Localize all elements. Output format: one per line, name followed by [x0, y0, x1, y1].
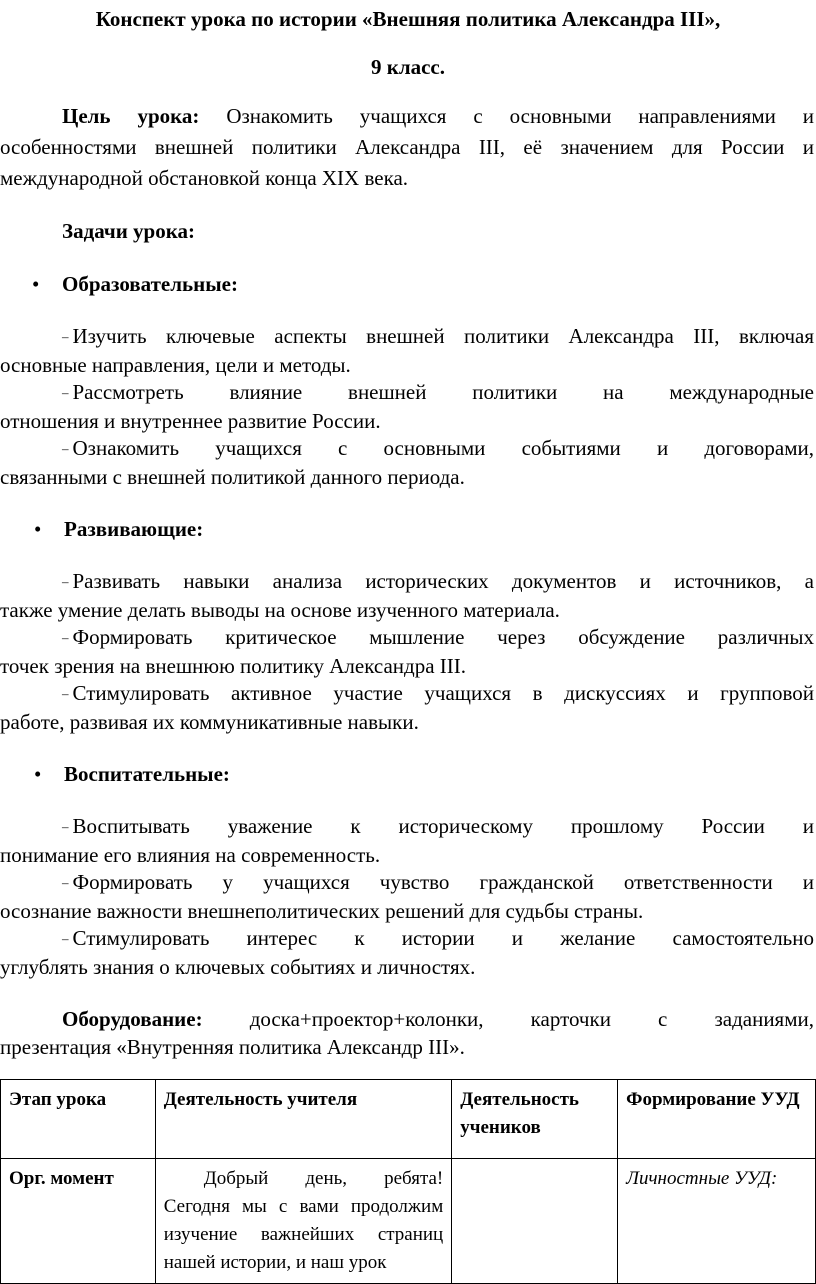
task-item: [0, 378, 814, 435]
goal-paragraph: [0, 101, 814, 194]
task-line: Рассмотреть влияние внешней политики на международные: [72, 380, 814, 404]
dash-icon: –: [62, 931, 69, 946]
goal-line-1: Ознакомить учащихся с основными направлениями и: [226, 104, 814, 128]
cell-students: [452, 1159, 618, 1284]
task-line: Ознакомить учащихся с основными событиями и договорами,: [72, 436, 814, 460]
task-line: Воспитывать уважение к историческому прошлому России и: [72, 814, 814, 838]
dash-icon: –: [62, 441, 69, 456]
table-header-row: [1, 1080, 816, 1159]
goal-line-3: международной обстановкой конца XIX века.: [0, 166, 409, 190]
task-item: [0, 567, 814, 624]
cell-stage: Орг. момент: [1, 1159, 156, 1284]
title-line-1: Конспект урока по истории «Внешняя политика Александра III»,: [95, 7, 721, 31]
task-item: [0, 322, 814, 379]
task-line: Стимулировать интерес к истории и желание самостоятельно: [72, 926, 814, 950]
section-developing: [34, 517, 204, 541]
section-title: Образовательные:: [62, 272, 238, 296]
bullet-icon: •: [34, 517, 42, 541]
dash-icon: –: [62, 875, 69, 890]
equipment-line-1: доска+проектор+колонки, карточки с заданиями,: [249, 1007, 814, 1031]
bullet-icon: •: [32, 272, 40, 296]
tasks-heading: Задачи урока:: [62, 219, 196, 243]
bullet-icon: •: [34, 762, 42, 786]
title-line-2: 9 класс.: [370, 55, 446, 79]
task-line: связанными с внешней политикой данного периода.: [0, 465, 465, 489]
goal-line-2: особенностями внешней политики Александра III, её значением для России и: [0, 135, 814, 159]
task-item: [0, 434, 814, 491]
task-line: Стимулировать активное участие учащихся в дискуссиях и групповой: [72, 681, 814, 705]
task-item: [0, 812, 814, 869]
header-uud: Формирование УУД: [618, 1080, 816, 1159]
header-students: Деятельность учеников: [452, 1080, 618, 1159]
task-line: также умение делать выводы на основе изученного материала.: [0, 598, 560, 622]
dash-icon: –: [62, 630, 69, 645]
equipment-line-2: презентация «Внутренняя политика Александр III».: [0, 1035, 465, 1059]
task-line: точек зрения на внешнюю политику Александра III.: [0, 654, 467, 678]
table-row: [1, 1159, 816, 1284]
task-item: [0, 924, 814, 981]
cell-uud: Личностные УУД:: [618, 1159, 816, 1284]
lesson-table: [0, 1079, 816, 1284]
task-line: осознание важности внешнеполитических решений для судьбы страны.: [0, 899, 644, 923]
section-upbringing: [34, 762, 230, 786]
section-title: Воспитательные:: [64, 762, 230, 786]
dash-icon: –: [62, 819, 69, 834]
section-title: Развивающие:: [64, 517, 204, 541]
task-item: [0, 868, 814, 925]
equipment-paragraph: [0, 1005, 814, 1061]
section-educational: [32, 272, 238, 296]
dash-icon: –: [62, 329, 69, 344]
task-line: понимание его влияния на современность.: [0, 843, 381, 867]
dash-icon: –: [62, 686, 69, 701]
header-teacher: Деятельность учителя: [155, 1080, 451, 1159]
cell-teacher: Добрый день, ребята! Сегодня мы с вами продолжим изучение важнейших страниц нашей истории, и наш урок: [155, 1159, 451, 1284]
dash-icon: –: [62, 385, 69, 400]
task-line: работе, развивая их коммуникативные навыки.: [0, 710, 419, 734]
header-stage: Этап урока: [1, 1080, 156, 1159]
task-line: углублять знания о ключевых событиях и личностях.: [0, 955, 476, 979]
goal-label: Цель урока:: [62, 104, 200, 128]
task-line: отношения и внутреннее развитие России.: [0, 409, 381, 433]
task-item: [0, 623, 814, 680]
task-line: Формировать у учащихся чувство гражданской ответственности и: [72, 870, 814, 894]
task-line: Изучить ключевые аспекты внешней политики Александра III, включая: [72, 324, 814, 348]
task-line: Формировать критическое мышление через обсуждение различных: [72, 625, 814, 649]
task-item: [0, 679, 814, 736]
task-line: основные направления, цели и методы.: [0, 353, 351, 377]
task-line: Развивать навыки анализа исторических документов и источников, а: [72, 569, 814, 593]
equipment-label: Оборудование:: [62, 1007, 203, 1031]
dash-icon: –: [62, 574, 69, 589]
